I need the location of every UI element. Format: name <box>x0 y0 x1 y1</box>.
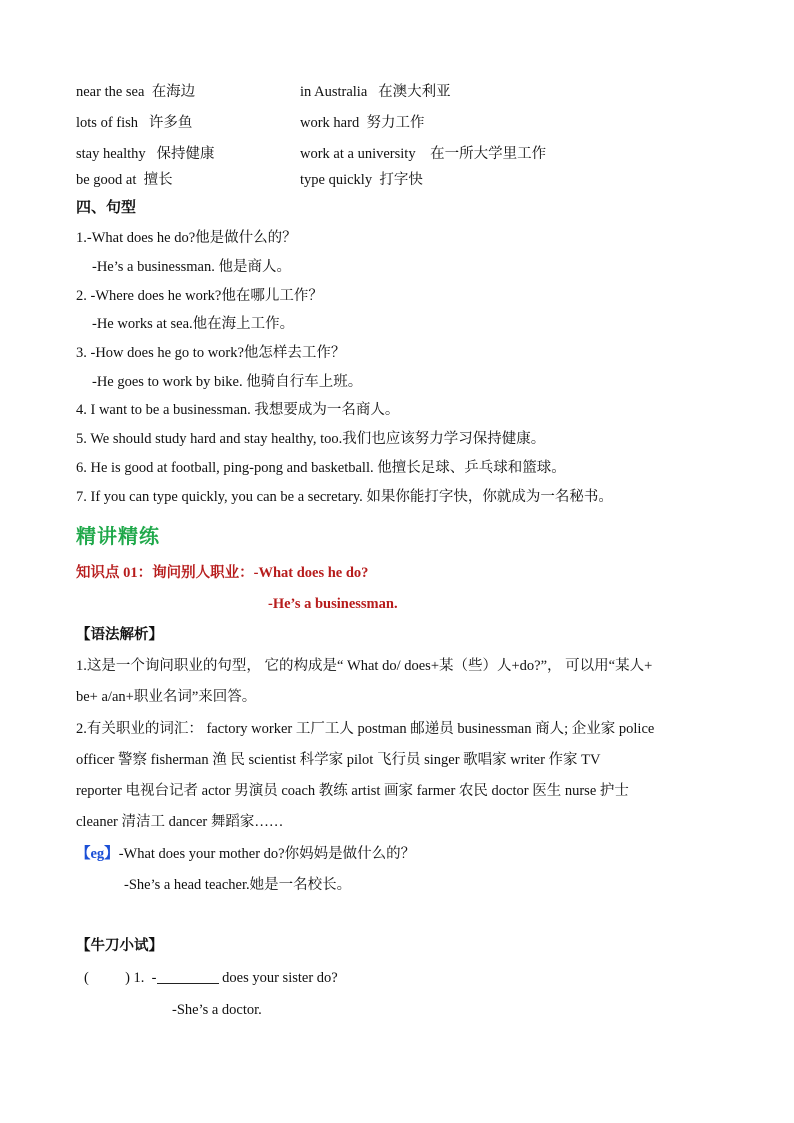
example-question: -What does your mother do?你妈妈是做什么的？ <box>118 846 416 862</box>
phrase-item <box>76 170 173 190</box>
answer-paren[interactable]: ( ) <box>84 970 130 986</box>
example-line <box>76 844 415 864</box>
question-number: 1. <box>133 970 145 986</box>
question-text: does your sister do? <box>222 970 338 986</box>
phrase-zh: 在澳大利亚 <box>378 84 451 100</box>
sentence: 2. -Where does he work?他在哪儿工作？ <box>76 288 323 304</box>
practice-heading: 精讲精练 <box>76 524 160 548</box>
exercise-answer: -She’s a doctor. <box>172 1002 262 1018</box>
phrase-en: work hard <box>300 115 360 131</box>
phrase-item <box>76 82 195 102</box>
phrase-zh: 打字快 <box>379 172 423 188</box>
phrase-en: work at a university <box>300 146 416 162</box>
sentence: 4. I want to be a businessman. 我想要成为一名商人。 <box>76 402 400 418</box>
phrase-en: be good at <box>76 172 137 188</box>
phrase-en: type quickly <box>300 172 373 188</box>
phrase-zh: 努力工作 <box>366 115 425 131</box>
sentence: 7. If you can type quickly, you can be a secretary. 如果你能打字快，你就成为一名秘书。 <box>76 489 613 505</box>
grammar-line: cleaner 清洁工 dancer 舞蹈家…… <box>76 814 284 830</box>
sentence: -He works at sea.他在海上工作。 <box>92 316 295 332</box>
sentence: 6. He is good at football, ping-pong and basketball. 他擅长足球、乒乓球和篮球。 <box>76 460 566 476</box>
phrase-zh: 许多鱼 <box>148 115 193 131</box>
grammar-line: 1.这是一个询问职业的句型， 它的构成是“ What do/ does+某（些）人+do?”， 可以用“某人+ <box>76 658 653 674</box>
grammar-line: officer 警察 fisherman 渔 民 scientist 科学家 pilot 飞行员 singer 歌唱家 writer 作家 TV <box>76 752 601 768</box>
sentence: 3. -How does he go to work?他怎样去工作？ <box>76 345 346 361</box>
exercise-question <box>84 968 338 988</box>
phrase-item <box>300 170 423 190</box>
phrase-item <box>300 113 424 133</box>
answer-blank[interactable] <box>157 969 219 984</box>
sentence: -He goes to work by bike. 他骑自行车上班。 <box>92 374 363 390</box>
phrase-item <box>300 82 451 102</box>
phrase-en: near the sea <box>76 84 145 100</box>
knowledge-point-title: 知识点 01：询问别人职业：-What does he do? <box>76 565 369 581</box>
phrase-zh: 在海边 <box>151 84 196 100</box>
section-title: 四、句型 <box>76 200 137 216</box>
phrase-item <box>76 113 192 133</box>
knowledge-point-answer: -He’s a businessman. <box>268 596 398 612</box>
grammar-line: 2.有关职业的词汇： factory worker 工厂工人 postman 邮递员 businessman 商人; 企业家 police <box>76 721 655 737</box>
phrase-en: stay healthy <box>76 146 146 162</box>
phrase-zh: 擅长 <box>143 172 173 188</box>
grammar-title: 【语法解析】 <box>76 627 163 643</box>
sentence: -He’s a businessman. 他是商人。 <box>92 259 291 275</box>
grammar-line: be+ a/an+职业名词”来回答。 <box>76 689 257 705</box>
phrase-item <box>76 144 215 164</box>
question-dash: - <box>151 970 157 986</box>
phrase-item <box>300 144 546 164</box>
exercise-title: 【牛刀小试】 <box>76 938 163 954</box>
example-tag: 【eg】 <box>76 846 119 862</box>
sentence: 5. We should study hard and stay healthy, too.我们也应该努力学习保持健康。 <box>76 431 546 447</box>
phrase-zh: 保持健康 <box>156 146 215 162</box>
phrase-zh: 在一所大学里工作 <box>430 146 547 162</box>
sentence: 1.-What does he do?他是做什么的？ <box>76 230 297 246</box>
grammar-line: reporter 电视台记者 actor 男演员 coach 教练 artist 画家 farmer 农民 doctor 医生 nurse 护士 <box>76 783 629 799</box>
example-answer: -She’s a head teacher.她是一名校长。 <box>124 877 352 893</box>
phrase-en: in Australia <box>300 84 368 100</box>
phrase-en: lots of fish <box>76 115 139 131</box>
